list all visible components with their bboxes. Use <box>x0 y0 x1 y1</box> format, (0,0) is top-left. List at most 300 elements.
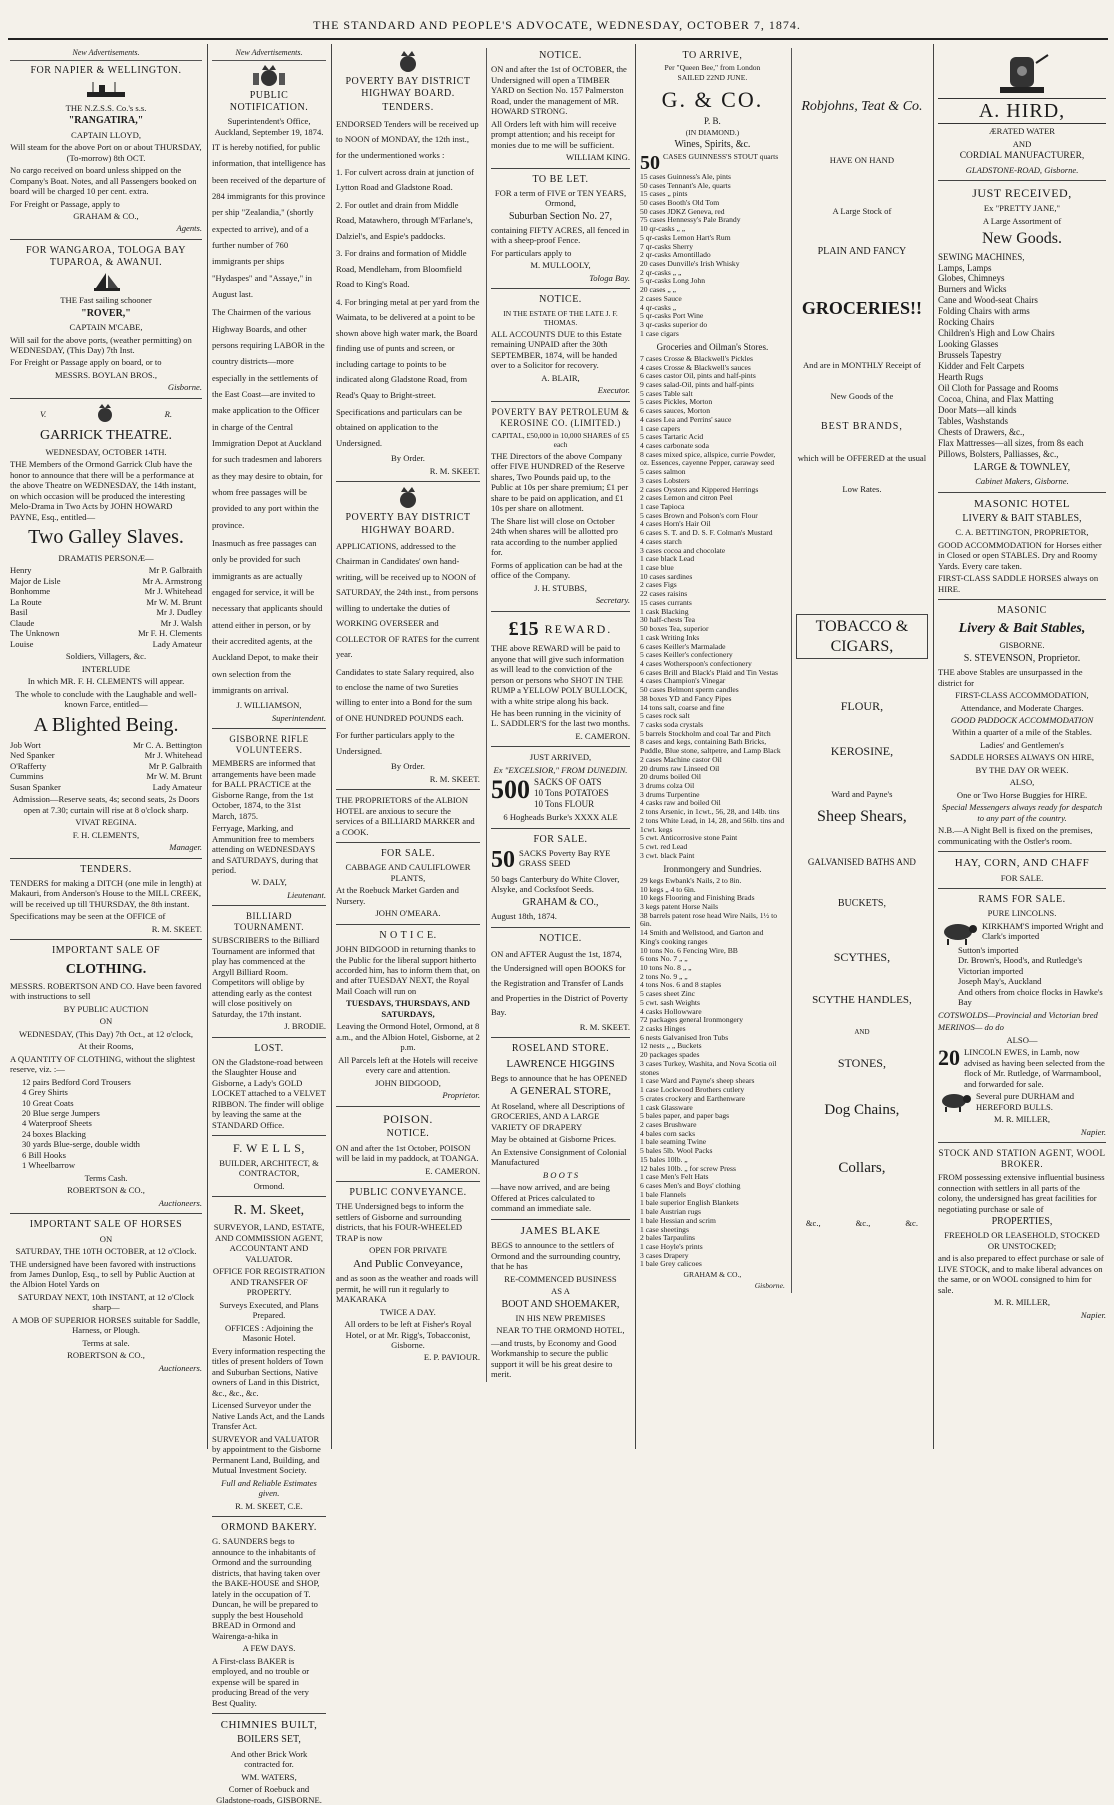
ad-text: Attendance, and Moderate Charges. <box>960 702 1084 713</box>
signature: R. M. SKEET, C.E. <box>235 1500 303 1511</box>
ad-text: A MOB OF SUPERIOR HORSES suitable for Saddle, Harness, or Plough. <box>11 1314 201 1336</box>
signature: WILLIAM KING. <box>566 152 630 163</box>
list-item: 7 casks soda crystals <box>640 719 704 729</box>
rule <box>10 239 202 240</box>
ad-text: RE-COMMENCED BUSINESS <box>504 1273 617 1284</box>
column-1 <box>6 44 206 1449</box>
rule <box>491 611 630 612</box>
ad-heading: FOR WANGAROA, TOLOGA BAY TUPAROA, & AWANUI. <box>26 244 186 269</box>
signature-title: Superintendent. <box>271 712 326 723</box>
ad-text: All Orders left with him will receive prompt attention; and his receipt for monies due to me will be sufficient. <box>490 118 617 150</box>
list-item: 2 tons No. 9 „ „ <box>640 971 688 981</box>
groceries-list <box>640 355 785 861</box>
farce-title: A Blighted Being. <box>33 713 179 736</box>
list-item: 1 case Tapioca <box>640 502 685 512</box>
ad-text: Soldiers, Villagers, &c. <box>65 651 147 662</box>
list-item: 72 packages general Ironmongery <box>640 1015 744 1025</box>
list-item: Oil Cloth for Passage and Rooms <box>938 383 1059 394</box>
list-item: 1 bale Flannels <box>640 1189 686 1199</box>
list-item: 1 cask Blacking <box>640 606 689 616</box>
list-item: 1 case Men's Felt Hats <box>640 1172 709 1182</box>
ad-title: LAWRENCE HIGGINS <box>506 1057 615 1070</box>
quantity-figure: 50 <box>490 846 515 873</box>
ad-text: BUCKETS, <box>837 897 886 909</box>
ad-text: THE Fast sailing schooner <box>60 295 152 306</box>
ad-text: For Freight or Passage apply on board, or to <box>10 357 162 368</box>
list-item: 4 cases Wotherspoon's confectionery <box>640 658 752 668</box>
ad-heading: CHIMNIES BUILT, <box>220 1719 318 1732</box>
ad-text: At the Roebuck Market Garden and Nursery. <box>336 885 459 906</box>
ad-text: The whole to conclude with the Laughable and well-known Farce, entitled— <box>15 688 197 710</box>
ad-heading: IMPORTANT SALE OF <box>51 945 161 957</box>
signature: GRAHAM & CO., <box>73 211 139 221</box>
rule <box>10 1213 202 1214</box>
subcolumn-right <box>486 48 630 1382</box>
ad-title: And Public Conveyance, <box>353 1257 463 1270</box>
ad-title: BOOT AND SHOEMAKER, <box>501 1298 620 1310</box>
rule <box>491 746 630 747</box>
ad-text: The Chairmen of the various Highway Boards, and other persons requiring LABOR in the country districts—more especially in the settlements of the East Coast—are invited to make application to the Officer in charge of the Central Immigration Depot at Auckland for such tradesmen and laborers as they may desire to obtain, for whom free passages will be provided to any port within the province. <box>212 307 325 530</box>
quantity-figure: 20 <box>938 1045 960 1071</box>
rule <box>212 1713 326 1714</box>
ad-text: Terms Cash. <box>84 1172 128 1183</box>
ad-subheading: Groceries and Oilman's Stores. <box>656 342 769 353</box>
list-item: 5 cases Brown and Polson's corn Flour <box>640 510 758 520</box>
ad-text: KIRKHAM'S imported Wright and Clark's imported <box>982 920 1104 942</box>
ad-masonic-hotel <box>938 498 1106 595</box>
ad-text: ENDORSED Tenders will be received up to NOON of MONDAY, the 12th inst., for the undermentioned works : <box>336 118 479 160</box>
spirits-list <box>640 173 785 339</box>
ad-heading: GARRICK THEATRE. <box>40 427 172 443</box>
list-item: Cane and Wood-seat Chairs <box>938 295 1038 306</box>
soda-machine-icon <box>992 51 1052 95</box>
list-item: 14 Smith and Wellstood, and Garton and King's cooking ranges <box>640 928 764 946</box>
signature-title: Auctioneers. <box>158 1362 202 1373</box>
list-item: 4 bales corn sacks <box>640 1128 696 1138</box>
cast-row: Ned Spanker Mr J. Whitehead <box>10 750 202 761</box>
subcolumn-left <box>336 48 480 1382</box>
ad-title: Collars, <box>838 1160 886 1177</box>
ad-text: CABBAGE AND CAULIFLOWER PLANTS, <box>345 862 471 883</box>
ad-chimnies <box>212 1719 326 1805</box>
list-item: Flax Mattresses—all sizes, from 8s each <box>938 438 1084 448</box>
ad-text: P. B. <box>704 116 721 127</box>
ad-heading: BILLIARD TOURNAMENT. <box>234 911 304 933</box>
ad-heading: N O T I C E. <box>379 929 437 941</box>
ad-lost <box>212 1043 326 1131</box>
ad-text: A Large Assortment of <box>982 215 1062 226</box>
list-item: 4 cases carbonate soda <box>640 440 709 450</box>
list-item: 24 boxes Blacking <box>22 1128 86 1139</box>
cast-row: Claude Mr J. Walsh <box>10 617 202 628</box>
list-item: 4 qr-casks „ <box>640 302 677 312</box>
ad-text: SCYTHES, <box>833 949 891 964</box>
ad-wangaroa <box>10 245 202 393</box>
ad-text: C. A. BETTINGTON, PROPRIETOR, <box>955 527 1089 538</box>
ad-hird <box>938 51 1106 175</box>
list-item: SEWING MACHINES, <box>938 251 1025 262</box>
list-item: 4 cases Horn's Hair Oil <box>640 519 711 529</box>
ad-subheading: Ironmongery and Sundries. <box>663 864 762 875</box>
list-item: Burners and Wicks <box>938 284 1007 295</box>
ad-text: By Order. <box>391 453 425 464</box>
list-item: Looking Glasses <box>938 339 999 350</box>
list-item: 20 cases Dunville's Irish Whisky <box>640 258 740 268</box>
cast-row: Major de Lisle Mr A. Armstrong <box>10 575 202 586</box>
ad-text: For Freight or Passage, apply to <box>10 198 120 209</box>
list-item: Hearth Rugs <box>938 372 984 383</box>
ad-text: —have now arrived, and are being Offered at Prices calculated to command an immediate sale. <box>490 1182 610 1214</box>
ad-text: Wines, Spirits, &c. <box>674 139 751 151</box>
list-item: Door Mats—all kinds <box>938 405 1017 416</box>
rule <box>938 599 1106 600</box>
ad-text: At Roseland, where all Descriptions of GROCERIES, AND A LARGE VARIETY OF DRAPERY <box>490 1100 625 1132</box>
ad-rams <box>938 894 1106 1137</box>
list-item: 4 cases Champion's Vinegar <box>640 676 726 686</box>
list-item: Kidder and Felt Carpets <box>938 361 1025 372</box>
list-item: 2. For outlet and drain from Middle Road, Matawhero, through M'Farlane's, Dalziel's, and Espie's paddocks. <box>336 199 473 241</box>
list-item: 5 cases salmon <box>640 467 686 477</box>
list-item: 38 barrels patent rose head Wire Nails, 1½ to 6in. <box>640 910 778 929</box>
ad-heading: FOR NAPIER & WELLINGTON. <box>30 64 182 76</box>
list-item: 5 qr-casks Long John <box>640 276 706 286</box>
steamship-icon <box>83 80 129 100</box>
list-item: 4 Waterproof Sheets <box>22 1118 92 1129</box>
ad-text: N.B.—A Night Bell is fixed on the premises, communicating with the Ostler's room. <box>938 825 1093 846</box>
vr-letter: V. <box>40 408 47 419</box>
list-item: 7 cases Crosse & Blackwell's Pickles <box>640 353 753 363</box>
ad-text: Leaving the Ormond Hotel, Ormond, at 8 a.m., and the Albion Hotel, Gisborne, at 2 p.m. <box>336 1021 480 1053</box>
list-item: 8 cases mixed spice, allspice, currie Powder, oz. Essences, cayenne Pepper, caraway seed <box>640 449 776 468</box>
list-item: 3 cases Drapery <box>640 1250 689 1260</box>
signature: J. H. STUBBS, <box>534 582 587 593</box>
cast-row: Job Wort Mr C. A. Bettington <box>10 739 202 750</box>
cast-row: Louise Lady Amateur <box>10 638 202 649</box>
ad-text: ON and after the 1st October, POISON will be laid in my paddock, at TOANGA. <box>336 1142 479 1164</box>
ad-text: Surveys Executed, and Plans Prepared. <box>219 1299 319 1321</box>
list-item: 1 case blue <box>640 563 674 573</box>
ad-heading: POVERTY BAY PETROLEUM & KEROSINE CO. (LIMITED.) <box>491 406 630 428</box>
rule <box>212 1196 326 1197</box>
ad-text: BEGS to announce to the settlers of Ormond and the surrounding country, that he has <box>490 1240 621 1272</box>
ad-text: INTERLUDE <box>81 663 131 674</box>
ad-text: KEROSINE, <box>830 743 894 758</box>
ad-text: Forms of application can be had at the office of the Company. <box>490 559 623 581</box>
list-item: 10 Great Coats <box>22 1097 74 1108</box>
list-item: 5 qr-casks Port Wine <box>640 311 704 321</box>
ad-text: Specifications and particulars can be obtained on application to the Undersigned. <box>336 407 462 448</box>
list-item: 6 Hogheads Burke's XXXX ALE <box>503 812 618 823</box>
list-item: SACKS OF OATS <box>533 777 602 788</box>
ad-text: NEAR TO THE ORMOND HOTEL, <box>496 1325 625 1336</box>
ad-text: and as soon as the weather and roads will permit, he will run it regularly to MAKARAKA <box>336 1273 479 1305</box>
list-item: 2 cases Lemon and citron Peel <box>640 493 733 503</box>
signature: GRAHAM & CO., <box>683 1270 742 1280</box>
list-item: 1 case black Lead <box>640 554 695 564</box>
list-item: 4. For bringing metal at per yard from the Waimata, to be delivered at a point to be shown above high water mark, the Board finding use of punts and screen, or including cartage to points to be indicated along Gladstone Road, from Read's Quay to Bright-street. <box>336 296 480 400</box>
rule <box>938 492 1106 493</box>
ad-title: CLOTHING. <box>65 961 147 977</box>
list-item: 6 cases Brill and Black's Plaid and Tin Vestas <box>640 667 778 677</box>
ad-stock-agent <box>938 1148 1106 1320</box>
list-item: 20 drums boiled Oil <box>640 772 701 782</box>
list-item: 5 cases Table salt <box>640 388 693 398</box>
ad-text: FREEHOLD OR LEASEHOLD, STOCKED OR UNSTOCKED; <box>944 1230 1100 1251</box>
list-item: 1 case cigars <box>640 328 679 338</box>
list-item: 38 boxes YD and Fancy Pipes <box>640 693 732 703</box>
list-item: 1 Wheelbarrow <box>22 1160 76 1171</box>
ad-ormond-bakery <box>212 1522 326 1708</box>
dramatis-personae: DRAMATIS PERSONÆ— <box>58 552 154 563</box>
royal-arms-icon <box>388 487 428 509</box>
list-item: 1 case Ward and Payne's sheep shears <box>640 1076 755 1086</box>
ad-text: A First-class BAKER is employed, and no trouble or expense will be spared in producing Bread of the very Best Quality. <box>212 1655 310 1708</box>
signature-title: Napier. <box>1080 1309 1106 1320</box>
ad-text: AND <box>1012 138 1032 149</box>
list-item: 2 cases Oysters and Kippered Herrings <box>640 484 759 494</box>
ad-napier <box>10 65 202 234</box>
ad-text: S. STEVENSON, Proprietor. <box>963 652 1081 664</box>
ad-text: For further particulars apply to the Undersigned. <box>336 730 455 756</box>
list-item: 7 qr-casks Sherry <box>640 241 693 251</box>
list-item: Cocoa, China, and Flax Matting <box>938 394 1054 405</box>
captain: CAPTAIN LLOYD, <box>71 129 141 140</box>
ad-text: By Order. <box>391 761 425 772</box>
signature: M. R. MILLER, <box>993 1297 1051 1308</box>
ad-heading: NOTICE. <box>539 50 582 61</box>
list-item: 12 bales 10lb. „ for screw Press <box>640 1163 736 1173</box>
list-item: 14 tons salt, coarse and fine <box>640 702 725 712</box>
list-item: 9 cases salad-Oil, pints and half-pints <box>640 379 754 389</box>
ad-text: TUESDAYS, THURSDAYS, AND SATURDAYS, <box>346 998 470 1019</box>
list-item: 3 drums colza Oil <box>640 781 695 791</box>
rule <box>10 939 202 940</box>
ad-text: SAILED 22ND JUNE. <box>677 73 748 83</box>
list-item: 5 qr-casks Lemon Hart's Rum <box>640 232 731 242</box>
ad-clothing-sale <box>10 945 202 1208</box>
signature: J. WILLIAMSON, <box>236 700 302 711</box>
ad-heading: PUBLIC CONVEYANCE. <box>349 1187 467 1199</box>
signature: GRAHAM & CO., <box>522 896 599 908</box>
ad-text: MERINOS— do do <box>938 1022 1004 1033</box>
list-item: 3 qr-casks superior do <box>640 320 708 330</box>
list-item: 3 kegs patent Horse Nails <box>640 901 719 911</box>
ad-text: PLAIN AND FANCY <box>817 246 907 258</box>
ad-text: &c., <box>805 1217 821 1228</box>
ad-masonic-stables <box>938 605 1106 846</box>
ad-tenders-ditch <box>10 864 202 935</box>
ad-text: Ex "EXCELSIOR," FROM DUNEDIN. <box>493 764 628 775</box>
ad-text: Per "Queen Bee," from London <box>664 62 761 72</box>
cast-row: O'Rafferty Mr P. Galbraith <box>10 760 202 771</box>
list-item: Children's High and Low Chairs <box>938 328 1055 339</box>
signature: W. DALY, <box>251 877 287 888</box>
rule <box>212 728 326 729</box>
signature: LARGE & TOWNLEY, <box>973 461 1071 473</box>
ad-date: August 18th, 1874. <box>490 911 557 922</box>
rule <box>336 789 480 790</box>
ad-text: FOR a term of FIVE or TEN YEARS, Ormond, <box>494 187 627 209</box>
masthead: THE STANDARD AND PEOPLE'S ADVOCATE, WEDNESDAY, OCTOBER 7, 1874. <box>313 18 801 32</box>
ad-text: MEMBERS are informed that arrangements have been made for BALL PRACTICE at the Gisborne Range, from the 1st October, 1874, to the 31st March, 1875. <box>212 758 316 821</box>
list-item: 1 case Lockwood Brothers cutlery <box>640 1085 745 1095</box>
rule <box>336 842 480 843</box>
ad-text: In which MR. F. H. CLEMENTS will appear. <box>27 676 185 687</box>
list-item: 5 cwt. sash Weights <box>640 997 700 1007</box>
ad-heading: PUBLIC NOTIFICATION. <box>229 89 309 113</box>
ad-text: COTSWOLDS—Provincial and Victorian bred <box>938 1009 1098 1020</box>
ad-text: ALL ACCOUNTS DUE to this Estate remaining UNPAID after the 30th SEPTEMBER, 1874, will be handed over to a Solicitor for recovery. <box>490 328 622 371</box>
list-item: 5 cases Pickles, Morton <box>640 397 713 407</box>
list-item: 5 cases rock salt <box>640 711 690 721</box>
ram-icon <box>938 921 978 945</box>
list-item: 3 cases Turkey, Washita, and Nova Scotia oil stones <box>640 1058 777 1077</box>
list-item: 2 bales Tarpaulins <box>640 1233 696 1243</box>
masthead-rule <box>8 38 1108 40</box>
rule <box>938 1142 1106 1143</box>
ad-heading: TENDERS. <box>80 863 132 875</box>
rule <box>491 401 630 402</box>
list-item: Tables, Washstands <box>938 416 1008 427</box>
ad-text: which will be OFFERED at the usual <box>797 453 927 464</box>
ad-text: All Parcels left at the Hotels will receive every care and attention. <box>338 1054 478 1076</box>
ad-heading: JAMES BLAKE <box>520 1224 601 1237</box>
ad-text: A Large Stock of <box>832 205 892 216</box>
ad-text: ON and AFTER August the 1st, 1874, the Undersigned will open BOOKS for the Registration and Transfer of Lands and Properties in the District of Poverty Bay. <box>490 948 628 1018</box>
rule <box>938 851 1106 852</box>
ad-text: B O O T S <box>542 1169 579 1180</box>
ad-text: THE N.Z.S.S. Co.'s s.s. <box>65 102 147 113</box>
ad-heading: NOTICE. <box>539 932 582 944</box>
ad-text: SURVEYOR and VALUATOR by appointment to the Gisborne Permanent Land, Building, and Mutual Investment Society. <box>212 1433 321 1476</box>
signature: R. M. SKEET. <box>429 465 480 476</box>
list-item: 2 tons Arsenic, in 1cwt., 56, 28, and 14lb. tins <box>640 807 780 817</box>
list-item: 1 bale Austrian rugs <box>640 1207 701 1217</box>
ad-heading: IMPORTANT SALE OF HORSES <box>29 1219 183 1231</box>
list-item: 4 casks Hollowware <box>640 1006 702 1016</box>
ad-text: FIRST-CLASS SADDLE HORSES always on HIRE. <box>938 573 1099 594</box>
column-header: New Advertisements. <box>212 48 326 61</box>
ship-name: "ROVER," <box>81 307 131 319</box>
list-item: 5 cases Keiller's confectionery <box>640 650 733 660</box>
list-item: 75 cases Hennessy's Pale Brandy <box>640 215 741 225</box>
ad-text: FOR SALE. <box>1000 872 1044 883</box>
ad-heading: STOCK AND STATION AGENT, WOOL BROKER. <box>938 1148 1106 1170</box>
signature: ROBERTSON & CO., <box>67 1185 145 1196</box>
list-item: 10 kegs Flooring and Finishing Brads <box>640 893 755 903</box>
column-3 <box>332 44 634 1449</box>
ad-text: And are in MONTHLY Receipt of <box>802 360 921 371</box>
column-header: New Advertisements. <box>10 48 202 61</box>
royal-arms-icon <box>249 65 289 87</box>
list-item: 6 cases S. T. and D. S. F. Colman's Mustard <box>640 528 773 538</box>
ad-text: AND <box>854 1027 870 1036</box>
list-item: 29 kegs Ewbank's Nails, 2 to 8in. <box>640 875 742 885</box>
cast-row: The Unknown Mr F. H. Clements <box>10 628 202 639</box>
cast-row: La Route Mr W. M. Brunt <box>10 596 202 607</box>
rule <box>212 1135 326 1136</box>
signature-title: Executor. <box>597 385 630 396</box>
ad-heading: ORMOND BAKERY. <box>221 1522 317 1534</box>
column-5 <box>934 44 1110 1449</box>
list-item: 4 cases Lea and Perrins' sauce <box>640 414 732 424</box>
ad-text: IN HIS NEW PREMISES <box>515 1312 606 1323</box>
signature-title: Manager. <box>169 842 202 853</box>
list-item: 12 nests „ „ Buckets <box>640 1041 702 1051</box>
list-item: 4 casks raw and boiled Oil <box>640 798 721 808</box>
ad-text: CAPITAL, £50,000 in 10,000 SHARES of £5 each <box>491 430 630 449</box>
ad-albion-hotel: THE PROPRIETORS of the ALBION HOTEL are anxious to secure the services of a BILLIARD MARKER and a COOK. <box>336 795 475 837</box>
list-item: 2 qr-casks „ „ <box>640 267 682 277</box>
ad-text: BOILERS SET, <box>237 1734 301 1746</box>
ad-text: —and trusts, by Economy and Good Workmanship to secure the public support it will be his great desire to merit. <box>490 1337 617 1380</box>
ad-text: No cargo received on board unless shipped on the Company's Boat. Notes, and all Passengers booked on board will be charged 10 per cent. extra. <box>10 165 197 197</box>
ad-heading: TO BE LET. <box>532 173 589 185</box>
quantity-figure: 500 <box>490 775 530 805</box>
rule <box>491 288 630 289</box>
list-item: 1 case capers <box>640 423 681 433</box>
signature: F. H. CLEMENTS, <box>72 829 140 840</box>
ad-heading: LOST. <box>254 1042 284 1054</box>
ad-text: ON <box>99 1233 113 1244</box>
list-item: 6 cases Keiller's Marmalade <box>640 641 726 651</box>
ad-text: Full and Reliable Estimates given. <box>221 1477 317 1499</box>
list-item: 1 bale Grey calicoes <box>640 1259 702 1269</box>
ad-text: JOHN BIDGOOD in returning thanks to the Public for the liberal support hitherto accorded him, has to inform them that, on and after TUESDAY NEXT, the Royal Mail Coach will run on <box>336 944 480 996</box>
list-item: 20 cases „ „ <box>640 285 677 295</box>
signature: MESSRS. BOYLAN BROS., <box>55 369 157 380</box>
ad-text: 50 bags Canterbury do White Clover, Alsyke, and Cocksfoot Seeds. <box>490 873 620 895</box>
ad-horse-sale <box>10 1219 202 1373</box>
ad-text: FLOUR, <box>840 699 884 714</box>
ad-text: TENDERS for making a DITCH (one mile in length) at Makauri, from Anderson's House to the MILL CREEK, will be received up till THURSDAY, the 8th instant. <box>10 877 202 909</box>
ad-text: A QUANTITY OF CLOTHING, without the slightest reserve, viz. :— <box>10 1053 196 1075</box>
ad-text: Within a quarter of a mile of the Stables. <box>952 727 1092 738</box>
list-item: 50 boxes Tea, superior <box>640 624 709 634</box>
ad-heading: FOR SALE. <box>381 848 435 860</box>
ad-text: ÆRATED WATER <box>989 126 1055 137</box>
list-item: 10 Tons POTATOES <box>533 788 609 799</box>
ad-text: Candidates to state Salary required, also to enclose the name of two Sureties willing to enter into a Bond for the sum of ONE HUNDRED POUNDS each. <box>336 666 474 723</box>
list-item: 3 cases Lobsters <box>640 475 690 485</box>
rule <box>491 168 630 169</box>
rule <box>336 924 480 925</box>
ad-text: IN THE ESTATE OF THE LATE J. F. THOMAS. <box>503 308 618 327</box>
list-item: Joseph May's, Auckland <box>958 976 1042 987</box>
ad-heading: POISON. <box>383 1111 433 1126</box>
list-item: 10 tons No. 8 „ „ <box>640 963 692 973</box>
signature: M. MULLOOLY, <box>530 260 591 271</box>
list-item: 50 cases Booth's Old Tom <box>640 197 720 207</box>
ad-title: GROCERIES!! <box>801 298 922 319</box>
ad-wells <box>212 1141 326 1191</box>
list-item: Pillows, Bolsters, Palliasses, &c., <box>938 448 1059 459</box>
ad-text: THE Directors of the above Company offer FIVE HUNDRED of the Reserve shares, Two Pounds paid up, to the Public at 10s per share premium; £1 per share to be paid on application, and £1 10s per share on allotment. <box>490 450 629 514</box>
list-item: 6 nests Galvanised Iron Tubs <box>640 1032 729 1042</box>
ad-title: Suburban Section No. 27, <box>508 210 612 222</box>
list-item: 2 casks Hinges <box>640 1024 686 1034</box>
ad-text: Inasmuch as free passages can only be provided for such immigrants as are actually engaged for service, it will be necessary that applicants should attend either in person, or by their accredited agents, at the Auckland Depot, to make their own selection from the immigrants on arrival. <box>212 537 323 695</box>
ad-text: THE undersigned have been favored with instructions from James Dunlop, Esq., to sell by Public Auction at the Albion Hotel Yards on <box>10 1258 196 1290</box>
ad-text: Ormond. <box>253 1180 285 1191</box>
signature: R. M. SKEET. <box>429 773 480 784</box>
cast-row: Henry Mr P. Galbraith <box>10 565 202 576</box>
quantity-figure: 50 <box>640 151 660 174</box>
list-item: 6 cases Men's and Boys' clothing <box>640 1180 741 1190</box>
list-item: 12 pairs Bedford Cord Trousers <box>22 1076 131 1087</box>
signature: A. BLAIR, <box>541 372 580 383</box>
list-item: 1 cask Writing Inks <box>640 632 700 642</box>
